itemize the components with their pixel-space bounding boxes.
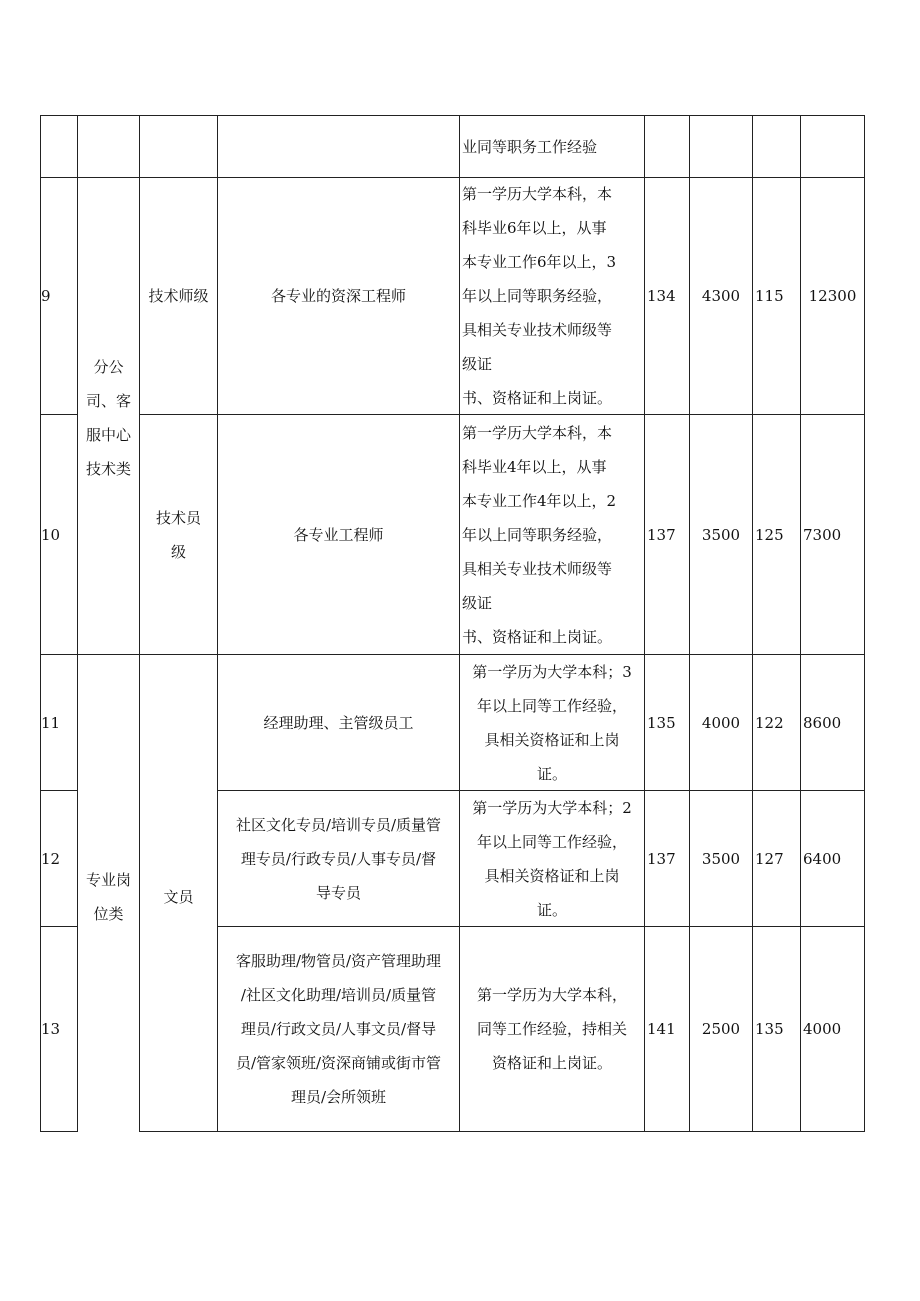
requirement-cell: 第一学历为大学本科；2 年以上同等工作经验， 具相关资格证和上岗 证。 xyxy=(472,798,632,919)
row-number: 13 xyxy=(41,1020,61,1038)
value-cell: 127 xyxy=(755,849,784,868)
value-cell: 4000 xyxy=(803,1020,842,1038)
column-divider xyxy=(77,115,78,1132)
position-cell: 各专业的资深工程师 xyxy=(270,287,406,305)
value-cell: 137 xyxy=(647,525,676,544)
value-cell: 122 xyxy=(755,713,784,732)
level-cell: 技术员 级 xyxy=(155,508,201,561)
value-cell: 3500 xyxy=(701,525,741,544)
row-number: 11 xyxy=(41,713,61,732)
row-number: 9 xyxy=(41,287,51,305)
value-cell: 125 xyxy=(755,525,784,544)
table-right-border xyxy=(864,115,865,1132)
value-cell: 12300 xyxy=(808,287,857,305)
value-cell: 4000 xyxy=(701,713,741,732)
value-cell: 135 xyxy=(755,1020,784,1038)
table-bottom-border xyxy=(40,1131,77,1132)
requirement-cell: 第一学历大学本科，本 科毕业4年以上，从事 本专业工作4年以上，2 年以上同等职务经验， 具相关专业技术师级等 级证 书、资格证和上岗证。 xyxy=(462,423,617,646)
table-top-border xyxy=(40,115,865,116)
level-cell: 技术师级 xyxy=(148,287,209,305)
clerk-category-cell: 文员 xyxy=(163,888,194,906)
value-cell: 7300 xyxy=(803,525,842,544)
requirement-cell: 第一学历大学本科，本 科毕业6年以上，从事 本专业工作6年以上，3 年以上同等职务经验， 具相关专业技术师级等 级证 书、资格证和上岗证。 xyxy=(462,185,617,407)
position-cell: 客服助理/物管员/资产管理助理 /社区文化助理/培训员/质量管 理员/行政文员/人事文员/督导 员/管家领班/资深商铺或街市管 理员/会所领班 xyxy=(235,952,442,1106)
requirement-cell: 第一学历为大学本科， 同等工作经验，持相关 资格证和上岗证。 xyxy=(476,986,627,1072)
value-cell: 141 xyxy=(647,1020,676,1038)
position-cell: 社区文化专员/培训专员/质量管 理专员/行政专员/人事专员/督 导专员 xyxy=(235,815,442,902)
category-cell: 专业岗 位类 xyxy=(85,871,131,923)
value-cell: 2500 xyxy=(701,1020,741,1038)
category-cell: 分公 司、客 服中心 技术类 xyxy=(85,358,131,478)
value-cell: 115 xyxy=(755,287,784,305)
value-cell: 8600 xyxy=(803,713,842,732)
value-cell: 134 xyxy=(647,287,676,305)
value-cell: 4300 xyxy=(701,287,741,305)
requirement-cell: 第一学历为大学本科；3 年以上同等工作经验， 具相关资格证和上岗 证。 xyxy=(472,662,632,783)
row-number: 12 xyxy=(41,849,61,868)
value-cell: 3500 xyxy=(701,849,741,868)
value-cell: 137 xyxy=(647,849,676,868)
requirement-cell: 业同等职务工作经验 xyxy=(462,137,598,156)
value-cell: 6400 xyxy=(803,849,842,868)
table-bottom-border xyxy=(139,1131,865,1132)
position-cell: 各专业工程师 xyxy=(293,525,384,544)
row-number: 10 xyxy=(41,525,61,544)
position-cell: 经理助理、主管级员工 xyxy=(263,713,414,732)
value-cell: 135 xyxy=(647,713,676,732)
